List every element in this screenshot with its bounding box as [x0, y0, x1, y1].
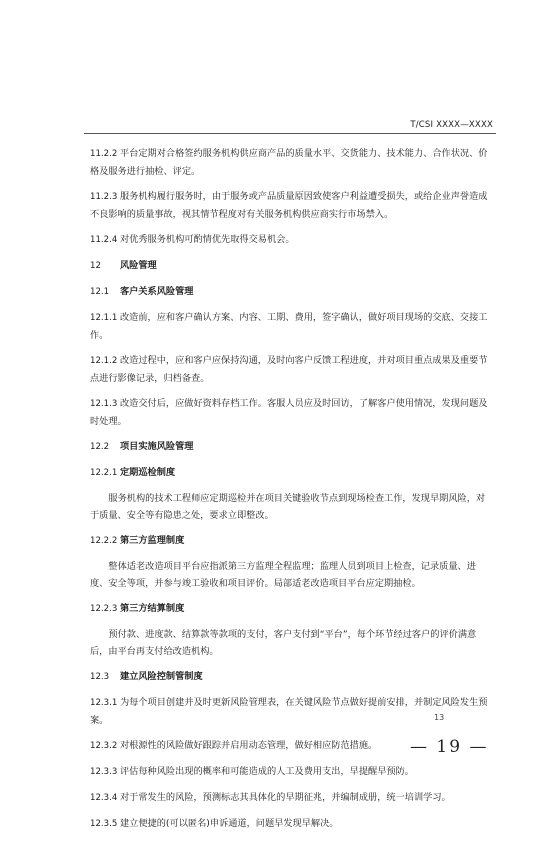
clause-paragraph	[90, 490, 490, 524]
clause-text: 为每个项目创建并及时更新风险管理表，在关键风险节点做好提前安排，并制定风险发生预案。	[90, 697, 488, 726]
clause-paragraph	[90, 231, 490, 249]
clause-paragraph	[90, 145, 490, 180]
clause-paragraph	[90, 395, 490, 430]
clause-text: 改造交付后，应做好资料存档工作。客服人员应及时回访，了解客户使用情况，发现问题及时处理。	[90, 398, 488, 427]
clause-number: 12	[90, 261, 101, 271]
clause-text: 服务机构的技术工程师应定期巡检并在项目关键验收节点到现场检查工作，发现早期风险，对于质量、安全等有隐患之处，要求立即整改。	[90, 493, 486, 521]
clause-paragraph	[90, 626, 490, 660]
clause-paragraph	[90, 763, 490, 781]
clause-text: 平台定期对合格签约服务机构供应商产品的质量水平、交货能力、技术能力、合作状况、价格及服务进行抽检、评定。	[90, 148, 488, 177]
clause-text: 第三方结算制度	[120, 603, 185, 614]
clause-number: 12.3	[90, 672, 110, 682]
clause-paragraph	[90, 789, 490, 807]
clause-text: 改造过程中，应和客户应保持沟通，及时向客户反馈工程进度，并对项目重点成果及重要节点进行影像记录，归档备查。	[90, 355, 488, 384]
section-heading	[90, 438, 490, 456]
clause-text: 建立风险控制管制度	[120, 671, 203, 682]
clause-text: 对根源性的风险做好跟踪并启用动态管理，做好相应防范措施。	[120, 740, 378, 751]
section-heading	[90, 283, 490, 301]
section-heading	[90, 532, 490, 550]
clause-number: 11.2.3	[90, 192, 118, 202]
clause-number: 11.2.4	[90, 235, 118, 245]
clause-text: 项目实施风险管理	[120, 441, 194, 452]
clause-text: 第三方监理制度	[120, 535, 185, 546]
clause-number: 11.2.2	[90, 149, 118, 159]
clause-paragraph	[90, 188, 490, 223]
clause-number: 12.3.2	[90, 741, 118, 751]
clause-paragraph	[90, 694, 490, 729]
clause-number: 12.1.1	[90, 313, 118, 323]
clause-number: 12.2	[90, 442, 110, 452]
section-heading	[90, 668, 490, 686]
clause-paragraph	[90, 558, 490, 592]
header-rule	[84, 133, 496, 134]
clause-text: 服务机构履行服务时，由于服务或产品质量原因致使客户利益遭受损失，或给企业声誉造成不良影响的质量事故，视其情节程度对有关服务机构供应商实行市场禁入。	[90, 191, 488, 220]
page-number-large: — 19 —	[410, 737, 489, 757]
clause-number: 12.1	[90, 287, 110, 297]
clause-paragraph	[90, 815, 490, 833]
clause-text: 对优秀服务机构可酌情优先取得交易机会。	[120, 234, 295, 245]
section-heading	[90, 600, 490, 618]
clause-text: 评估每种风险出现的概率和可能造成的人工及费用支出，早提醒早预防。	[120, 766, 414, 777]
clause-text: 整体适老改造项目平台应指派第三方监理全程监理；监理人员到项目上检查，记录质量、进度、安全等项，并参与竣工验收和项目评价。局部适老改造项目平台应定期抽检。	[90, 561, 476, 589]
clause-text: 预付款、进度款、结算款等款项的支付，客户支付到“平台”，每个环节经过客户的评价满意后，由平台再支付给改造机构。	[90, 629, 477, 657]
document-code: T/CSI XXXX—XXXX	[410, 120, 493, 130]
section-heading	[90, 464, 490, 482]
clause-number: 12.3.1	[90, 698, 118, 708]
clause-number: 12.1.3	[90, 399, 118, 409]
clause-text: 改造前，应和客户确认方案、内容、工期、费用，签字确认，做好项目现场的交底、交接工作。	[90, 312, 488, 341]
page-number-small: 13	[434, 713, 445, 722]
clause-number: 12.2.2	[90, 536, 118, 546]
clause-text: 风险管理	[120, 260, 157, 271]
clause-text: 定期巡检制度	[120, 467, 176, 478]
clause-number: 12.1.2	[90, 356, 118, 366]
clause-paragraph	[90, 352, 490, 387]
clause-paragraph	[90, 309, 490, 344]
clause-number: 12.3.5	[90, 819, 118, 829]
clause-number: 12.3.4	[90, 793, 118, 803]
clause-text: 对于常发生的风险，预测标志其具体化的早期征兆，并编制成册，统一培训学习。	[120, 792, 451, 803]
clause-text: 客户关系风险管理	[120, 286, 194, 297]
clause-number: 12.2.1	[90, 468, 118, 478]
clause-text: 建立便捷的(可以匿名)申诉通道，问题早发现早解决。	[120, 818, 339, 829]
clause-number: 12.2.3	[90, 604, 118, 614]
clause-number: 12.3.3	[90, 767, 118, 777]
section-heading	[90, 257, 490, 275]
